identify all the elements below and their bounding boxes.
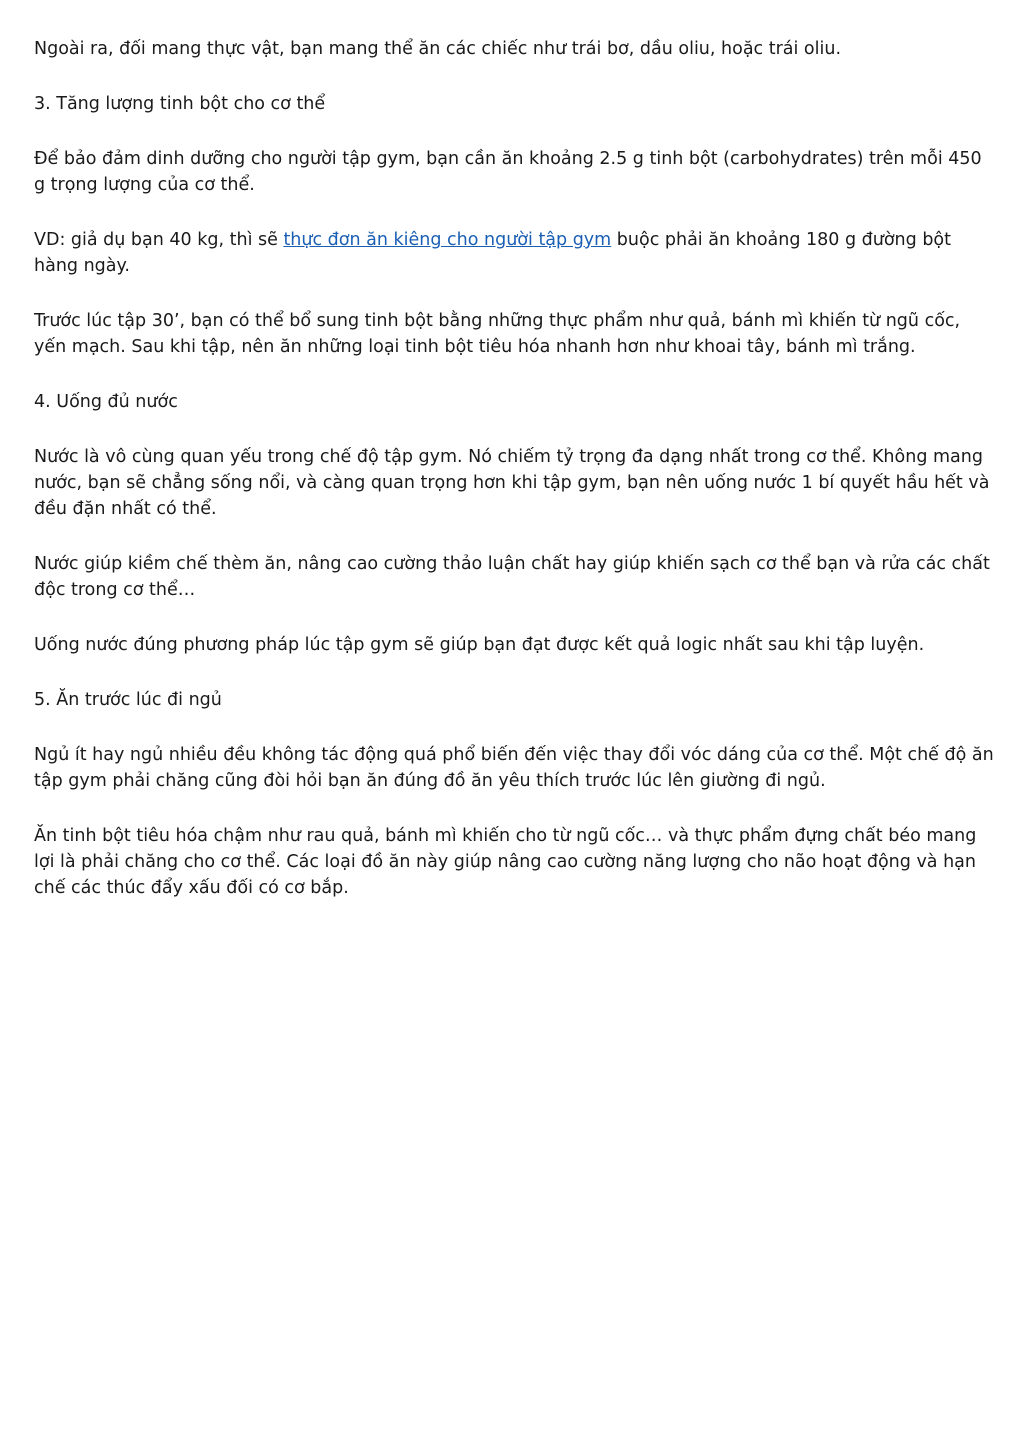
document-page	[34, 36, 994, 930]
paragraph-water-method: Uống nước đúng phương pháp lúc tập gym sẽ giúp bạn đạt được kết quả logic nhất sau khi tập luyện.	[34, 635, 925, 655]
example-text-before: VD: giả dụ bạn 40 kg, thì sẽ	[34, 230, 284, 250]
paragraph-water-importance: Nước là vô cùng quan yếu trong chế độ tập gym. Nó chiếm tỷ trọng đa dạng nhất trong cơ thể. Không mang nước, bạn sẽ chẳng sống nổi, và càng quan trọng hơn khi tập gym, bạn nên uống nước 1 bí quyết hầu hết và đều đặn nhất có thể.	[34, 447, 990, 519]
paragraph-sleep: Ngủ ít hay ngủ nhiều đều không tác động quá phổ biến đến việc thay đổi vóc dáng của cơ thể. Một chế độ ăn tập gym phải chăng cũng đòi hỏi bạn ăn đúng đồ ăn yêu thích trước lúc lên giường đi ngủ.	[34, 745, 994, 791]
diet-menu-link[interactable]: thực đơn ăn kiêng cho người tập gym	[283, 230, 612, 250]
paragraph-plant-fats: Ngoài ra, đối mang thực vật, bạn mang thể ăn các chiếc như trái bơ, dầu oliu, hoặc trái oliu.	[34, 39, 842, 59]
paragraph-carb-intake: Để bảo đảm dinh dưỡng cho người tập gym, bạn cần ăn khoảng 2.5 g tinh bột (carbohydrates) trên mỗi 450 g trọng lượng của cơ thể.	[34, 149, 982, 195]
paragraph-water-benefits: Nước giúp kiềm chế thèm ăn, nâng cao cường thảo luận chất hay giúp khiến sạch cơ thể bạn và rửa các chất độc trong cơ thể…	[34, 554, 990, 600]
example-text-after: buộc phải ăn khoảng 180 g đường bột hàng ngày.	[34, 230, 951, 276]
paragraph-slow-carbs: Ăn tinh bột tiêu hóa chậm như rau quả, bánh mì khiến cho từ ngũ cốc… và thực phẩm đựng chất béo mang lợi là phải chăng cho cơ thể. Các loại đồ ăn này giúp nâng cao cường năng lượng cho não hoạt động và hạn chế các thúc đẩy xấu đối có cơ bắp.	[34, 826, 977, 898]
heading-section-5: 5. Ăn trước lúc đi ngủ	[34, 690, 222, 710]
paragraph-example	[34, 227, 994, 279]
heading-section-3: 3. Tăng lượng tinh bột cho cơ thể	[34, 94, 326, 114]
heading-section-4: 4. Uống đủ nước	[34, 392, 178, 412]
paragraph-pre-workout: Trước lúc tập 30’, bạn có thể bổ sung tinh bột bằng những thực phẩm như quả, bánh mì khiến từ ngũ cốc, yến mạch. Sau khi tập, nên ăn những loại tinh bột tiêu hóa nhanh hơn như khoai tây, bánh mì trắng.	[34, 311, 961, 357]
